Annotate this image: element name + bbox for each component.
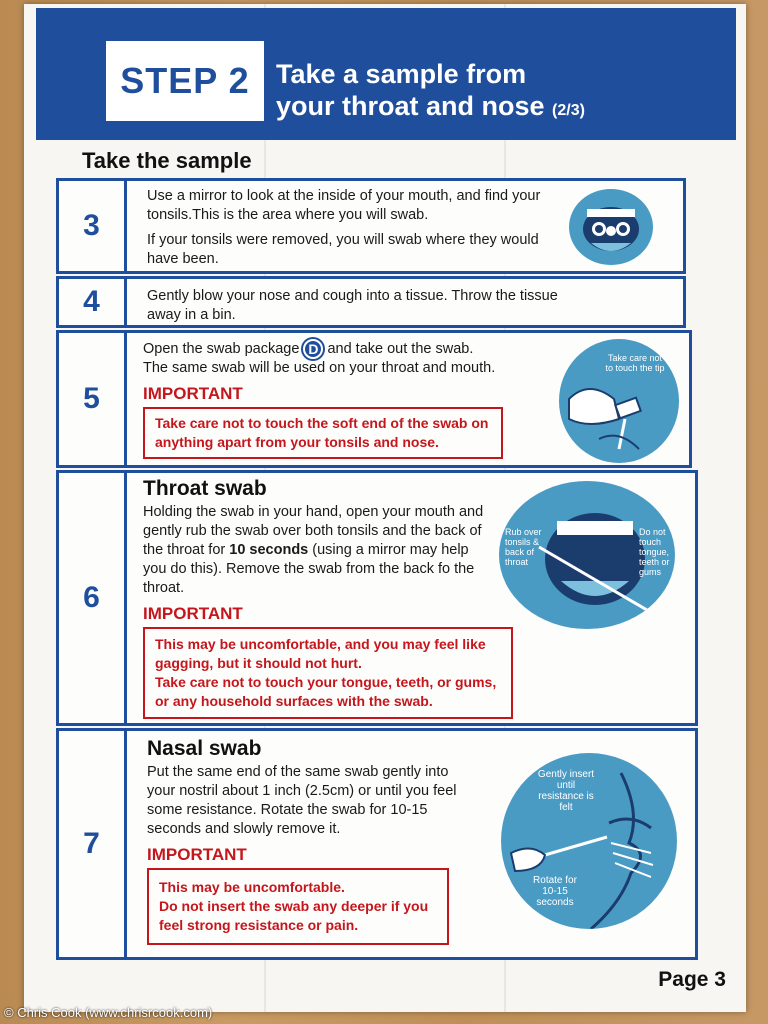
warning-text: Do not insert the swab any deeper if you feel strong resistance or pain. xyxy=(159,898,429,933)
illustration-caption: Take care not to touch the tip xyxy=(605,353,665,373)
step-text: (using a mirror may help you do this). Remove the swab from the back fo the throat. xyxy=(143,542,475,596)
step-content xyxy=(143,477,497,719)
package-d-badge: D xyxy=(303,339,323,359)
step-text: Holding the swab in your hand, open your mouth and gently rub the swab over both tonsils and the back of the throat for xyxy=(143,504,484,558)
step-text: The same swab will be used on your throat and mouth. xyxy=(143,360,496,376)
step-text: and take out the swab. xyxy=(327,340,474,357)
illustration-caption-bottom: Rotate for 10-15 seconds xyxy=(533,875,577,908)
step-row-4 xyxy=(56,276,686,328)
swab-package-illustration xyxy=(559,339,679,463)
step-row-7 xyxy=(56,728,698,960)
step-heading: Throat swab xyxy=(143,477,267,500)
step-label: STEP 2 xyxy=(106,41,264,121)
photo-credit: © Chris Cook (www.chrisrcook.com) xyxy=(4,1005,213,1020)
nasal-swab-illustration xyxy=(501,753,677,929)
step-text: If your tonsils were removed, you will swab where they would have been. xyxy=(147,232,539,267)
section-title: Take the sample xyxy=(82,148,252,173)
step-heading: Nasal swab xyxy=(147,737,262,760)
header-title-sub: (2/3) xyxy=(552,102,585,119)
step-row-5 xyxy=(56,330,692,468)
step-content xyxy=(143,339,563,459)
warning-text: Take care not to touch your tongue, teeth, or gums, or any household surfaces with the swab. xyxy=(155,674,497,709)
important-label: IMPORTANT xyxy=(143,604,243,623)
mouth-illustration xyxy=(569,189,653,265)
step-text: Open the swab package xyxy=(143,340,300,357)
step-content xyxy=(147,739,477,945)
step-text: Gently blow your nose and cough into a tissue. Throw the tissue away in a bin. xyxy=(147,288,558,323)
step-content xyxy=(147,187,547,275)
header-banner xyxy=(36,8,736,140)
illustration-caption-left: Rub over tonsils & back of throat xyxy=(505,527,542,567)
step-number: 3 xyxy=(59,181,127,271)
header-title-line2: your throat and nose xyxy=(276,91,545,121)
warning-box xyxy=(143,627,513,719)
step-text: Put the same end of the same swab gently into your nostril about 1 inch (2.5cm) or until you feel some resistance. Rotate the swab for 10-15 seconds and slowly remove it. xyxy=(147,764,457,837)
important-label: IMPORTANT xyxy=(147,845,247,864)
step-row-3 xyxy=(56,178,686,274)
step-text-bold: 10 seconds xyxy=(229,542,309,558)
step-text: Use a mirror to look at the inside of your mouth, and find your tonsils.This is the area where you will swab. xyxy=(147,188,541,223)
step-row-6 xyxy=(56,470,698,726)
header-title-line1: Take a sample from xyxy=(276,59,527,89)
important-label: IMPORTANT xyxy=(143,384,243,403)
step-number: 4 xyxy=(59,279,127,325)
page-number: Page 3 xyxy=(658,968,726,991)
throat-swab-illustration xyxy=(499,481,675,629)
warning-box xyxy=(147,868,449,945)
illustration-caption-top: Gently insert until resistance is felt xyxy=(537,769,595,813)
warning-box: Take care not to touch the soft end of the swab on anything apart from your tonsils and nose. xyxy=(143,407,503,459)
header-title xyxy=(276,58,585,127)
step-number: 6 xyxy=(59,473,127,723)
step-content xyxy=(147,287,587,331)
illustration-caption-right: Do not touch tongue, teeth or gums xyxy=(639,527,670,577)
step-number: 7 xyxy=(59,731,127,957)
step-number: 5 xyxy=(59,333,127,465)
instruction-sheet xyxy=(24,4,746,1012)
warning-text: This may be uncomfortable. xyxy=(159,879,345,895)
warning-text: This may be uncomfortable, and you may feel like gagging, but it should not hurt. xyxy=(155,636,486,671)
